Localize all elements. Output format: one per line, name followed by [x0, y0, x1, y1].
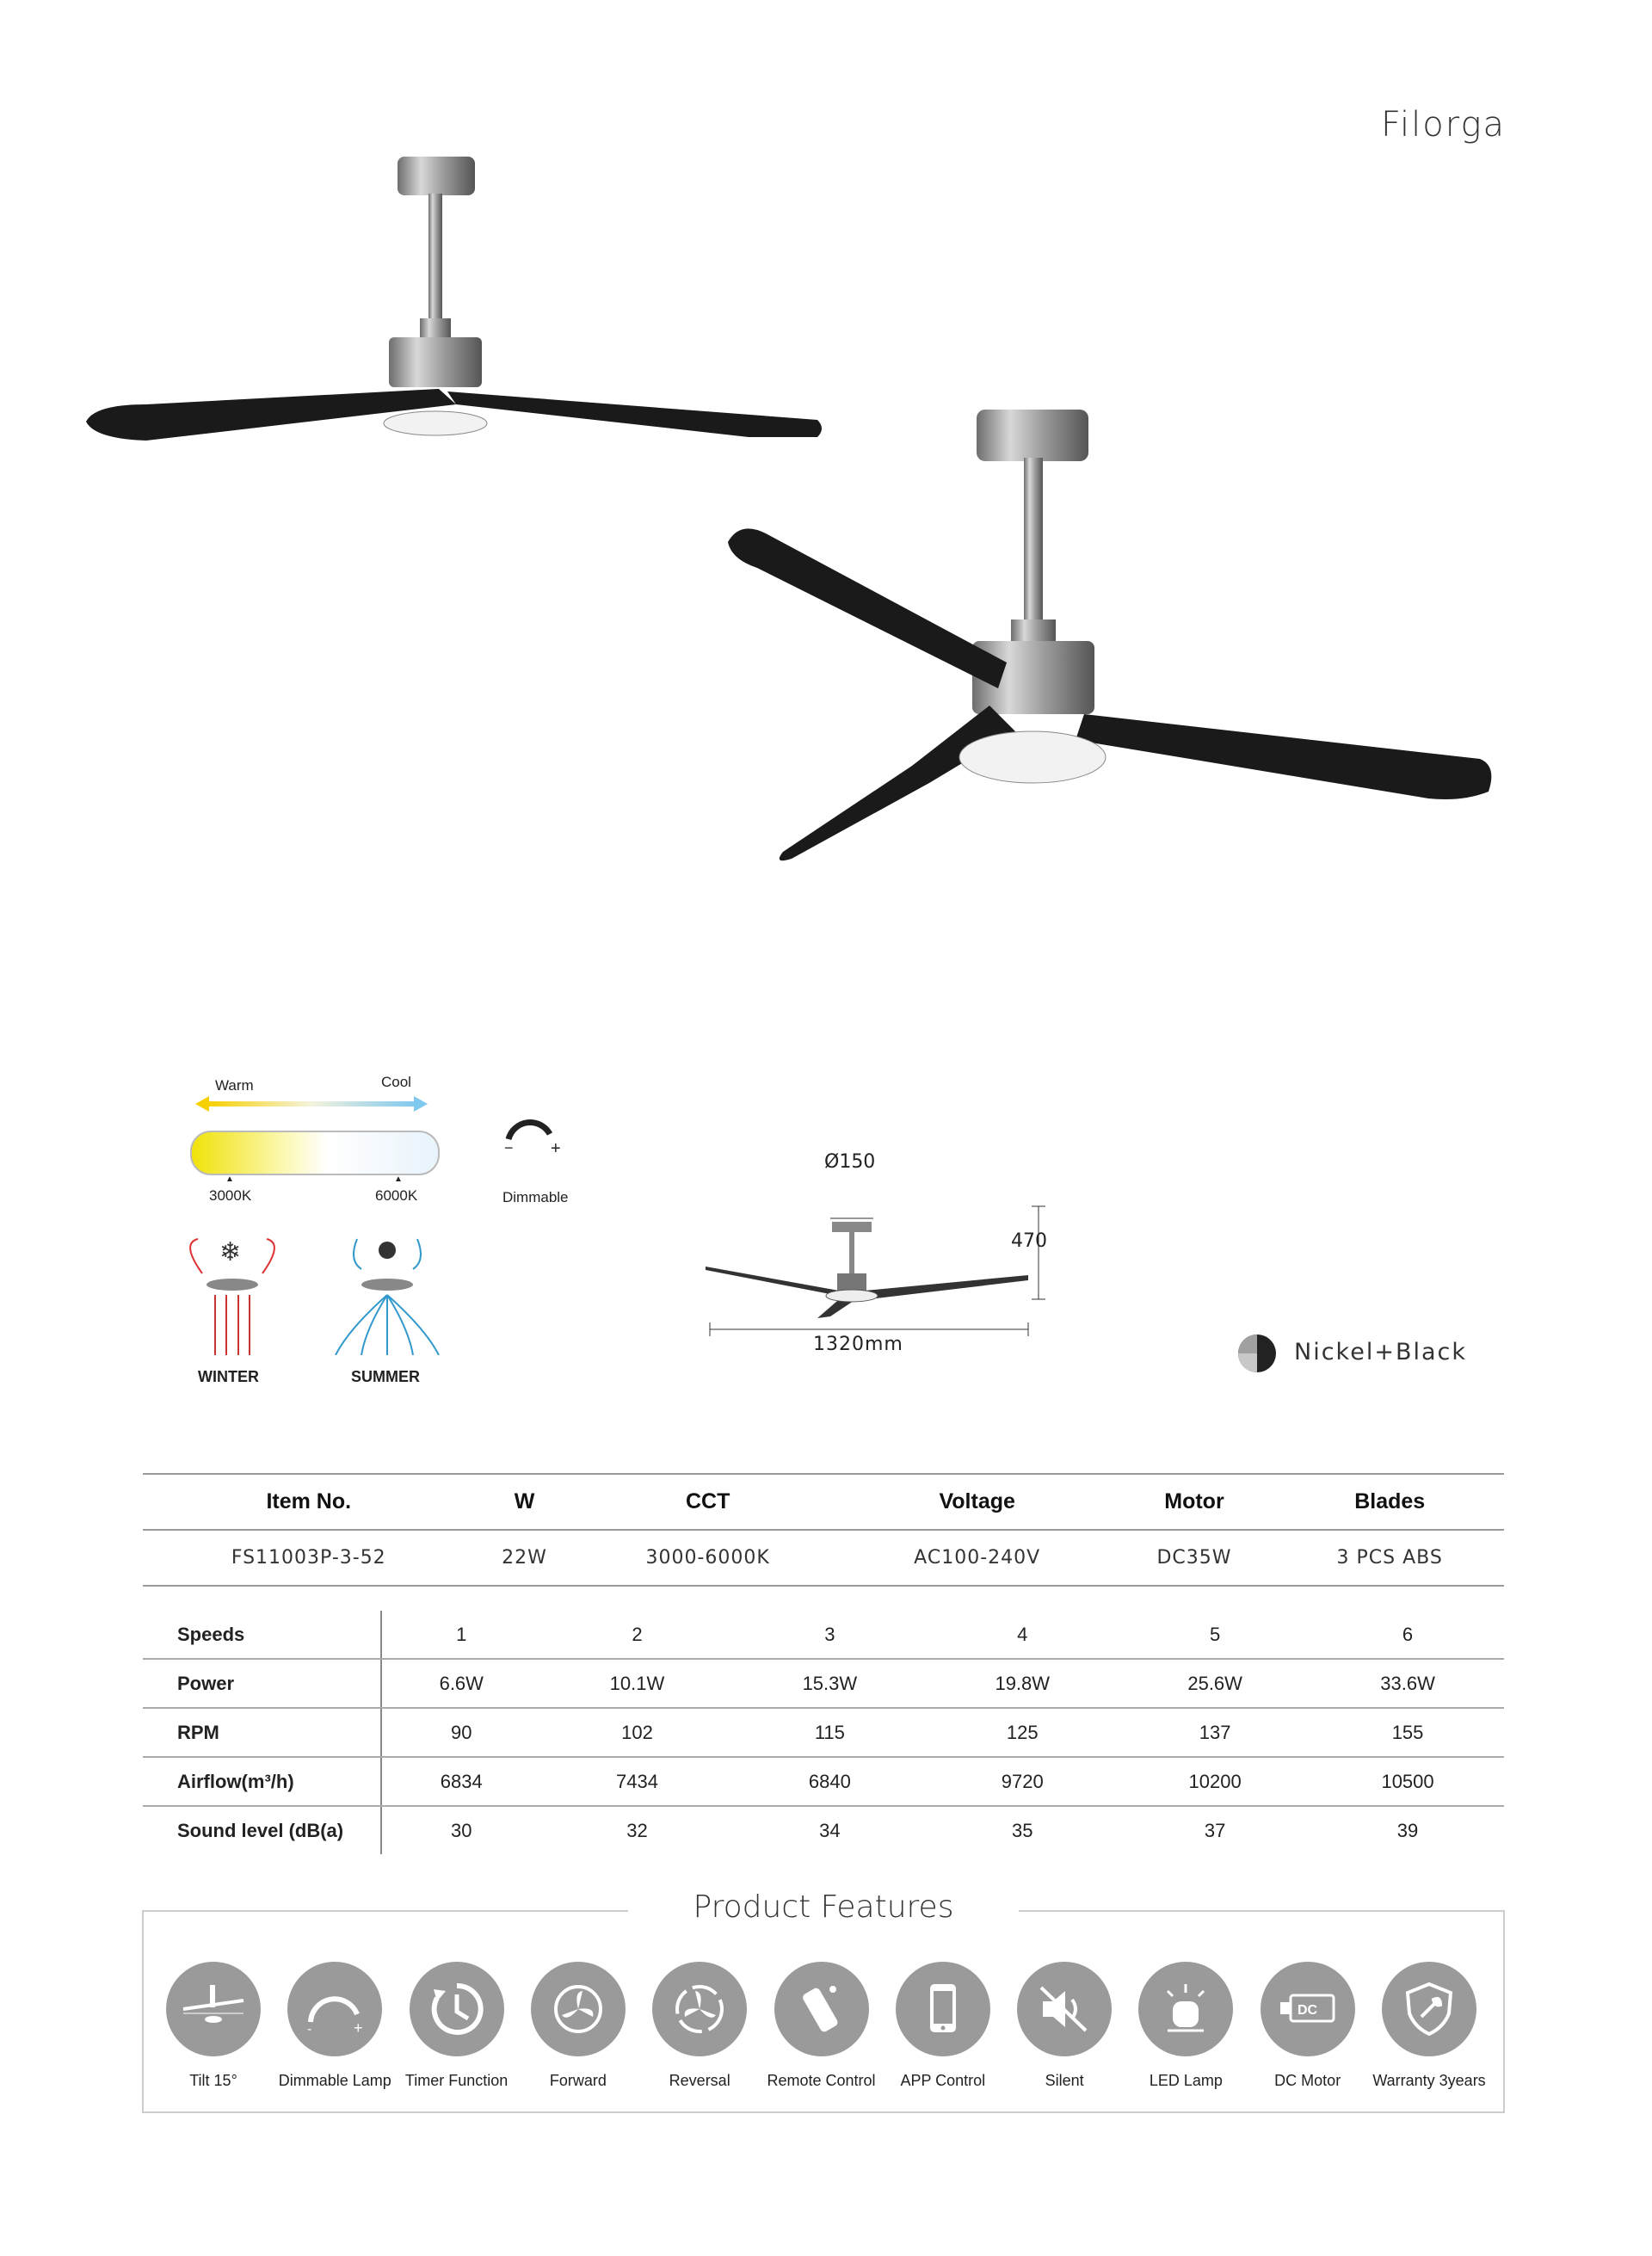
- forward-icon: [531, 1962, 626, 2056]
- speed-row: [143, 1806, 1504, 1854]
- feature-label: Tilt 15°: [189, 2072, 237, 2089]
- svg-text:DC: DC: [1297, 2003, 1317, 2018]
- cct-slider: [190, 1131, 440, 1175]
- feature-item: [639, 1962, 760, 2090]
- speed-table: [143, 1611, 1504, 1854]
- speed-cell: 37: [1204, 1819, 1226, 1841]
- svg-text:❄: ❄: [219, 1238, 242, 1267]
- height-label: 470: [1011, 1230, 1047, 1252]
- svg-text:-: -: [307, 2022, 312, 2035]
- speed-row: [143, 1708, 1504, 1757]
- speed-cell: 3: [733, 1611, 926, 1659]
- speed-cell: 32: [626, 1819, 648, 1841]
- speed-row-label: Sound level (dB(a): [143, 1806, 381, 1854]
- remote-icon: [774, 1962, 869, 2056]
- spec-table: [143, 1473, 1504, 1587]
- feature-item: [1369, 1962, 1489, 2090]
- fan-photo-two-blade: [77, 146, 835, 456]
- speed-row-label: Power: [143, 1659, 381, 1708]
- feature-item: [1125, 1962, 1246, 2090]
- timer-icon: [410, 1962, 504, 2056]
- minus-label: −: [504, 1139, 514, 1156]
- feature-item: [1248, 1962, 1368, 2090]
- speed-row: [143, 1659, 1504, 1708]
- feature-label: DC Motor: [1274, 2072, 1341, 2089]
- feature-label: Timer Function: [404, 2072, 509, 2089]
- span-label: 1320mm: [813, 1334, 903, 1355]
- warm-label: Warm: [215, 1077, 254, 1094]
- speed-cell: 19.8W: [926, 1659, 1119, 1708]
- summer-label: SUMMER: [351, 1368, 420, 1385]
- svg-text:+: +: [354, 2019, 363, 2035]
- speed-cell: 9720: [926, 1757, 1119, 1806]
- feature-label: Reversal: [669, 2072, 730, 2089]
- feature-label: Remote Control: [767, 2072, 876, 2089]
- plus-label: +: [551, 1139, 561, 1158]
- speed-cell: 1: [381, 1611, 541, 1659]
- finish-label: Nickel+Black: [1294, 1339, 1468, 1365]
- speed-cell: 35: [1012, 1819, 1033, 1841]
- speed-cell: 10200: [1119, 1757, 1311, 1806]
- spec-header: Voltage: [939, 1489, 1015, 1513]
- speed-cell: 6840: [733, 1757, 926, 1806]
- speed-cell: 2: [541, 1611, 734, 1659]
- cct-low-label: 3000K: [209, 1187, 252, 1204]
- dimmable-label: Dimmable: [502, 1189, 569, 1205]
- finish-swatch-icon: [1237, 1334, 1277, 1373]
- feature-label: Silent: [1045, 2072, 1084, 2089]
- spec-header: Blades: [1354, 1489, 1426, 1513]
- cct-widget: [185, 1074, 443, 1215]
- feature-item: [153, 1962, 274, 2090]
- speed-cell: 10.1W: [541, 1659, 734, 1708]
- speed-cell: 6: [1311, 1611, 1504, 1659]
- feature-label: LED Lamp: [1149, 2072, 1223, 2089]
- feature-item: [883, 1962, 1003, 2090]
- feature-label: Dimmable Lamp: [278, 2072, 391, 2089]
- warranty-icon: [1382, 1962, 1476, 2056]
- brand-title: Filorga: [1380, 105, 1506, 145]
- spec-cell: AC100-240V: [914, 1547, 1041, 1569]
- speed-cell: 102: [541, 1708, 734, 1757]
- winter-airflow-icon: [176, 1235, 288, 1355]
- speed-cell: 125: [926, 1708, 1119, 1757]
- led-icon: [1138, 1962, 1233, 2056]
- speed-cell: 155: [1311, 1708, 1504, 1757]
- silent-icon: [1017, 1962, 1112, 2056]
- speed-cell: 15.3W: [733, 1659, 926, 1708]
- cool-label: Cool: [381, 1074, 411, 1090]
- summer-airflow-icon: [331, 1235, 443, 1355]
- spec-header: Motor: [1164, 1489, 1224, 1513]
- speed-cell: 5: [1119, 1611, 1311, 1659]
- fan-photo-three-blade: [723, 404, 1514, 886]
- spec-cell: DC35W: [1156, 1547, 1232, 1569]
- speed-row-label: Speeds: [143, 1611, 381, 1659]
- marker-icon: ▲: [394, 1174, 403, 1184]
- spec-cell: FS11003P-3-52: [231, 1547, 386, 1569]
- feature-item: [761, 1962, 882, 2090]
- feature-label: Forward: [549, 2072, 607, 2089]
- feature-item: [518, 1962, 638, 2090]
- feature-item: [397, 1962, 517, 2090]
- phone-icon: [896, 1962, 990, 2056]
- dimmable-icon: [287, 1962, 382, 2056]
- speed-cell: 34: [819, 1819, 841, 1841]
- feature-item: [1004, 1962, 1125, 2090]
- winter-label: WINTER: [198, 1368, 259, 1385]
- speed-cell: 7434: [541, 1757, 734, 1806]
- speed-cell: 4: [926, 1611, 1119, 1659]
- dimmable-widget: [499, 1110, 585, 1205]
- cct-high-label: 6000K: [375, 1187, 418, 1204]
- speed-cell: 30: [451, 1819, 472, 1841]
- dc-motor-icon: [1261, 1962, 1355, 2056]
- speed-row: [143, 1611, 1504, 1659]
- speed-cell: 33.6W: [1311, 1659, 1504, 1708]
- speed-cell: 137: [1119, 1708, 1311, 1757]
- marker-icon: ▲: [225, 1174, 234, 1184]
- speed-cell: 10500: [1311, 1757, 1504, 1806]
- speed-cell: 90: [381, 1708, 541, 1757]
- features-title: Product Features: [628, 1889, 1019, 1932]
- speed-cell: 115: [733, 1708, 926, 1757]
- spec-cell: 22W: [502, 1547, 547, 1569]
- spec-header: Item No.: [266, 1489, 352, 1513]
- diameter-label: Ø150: [824, 1151, 876, 1173]
- feature-label: APP Control: [900, 2072, 986, 2089]
- speed-row-label: RPM: [143, 1708, 381, 1757]
- feature-item: [274, 1962, 395, 2090]
- speed-row-label: Airflow(m³/h): [143, 1757, 381, 1806]
- tilt-icon: [166, 1962, 261, 2056]
- speed-cell: 25.6W: [1119, 1659, 1311, 1708]
- spec-header: W: [514, 1489, 535, 1513]
- spec-cell: 3000-6000K: [645, 1547, 770, 1569]
- speed-row: [143, 1757, 1504, 1806]
- reversal-icon: [652, 1962, 747, 2056]
- cct-arrow-icon: [195, 1096, 428, 1113]
- speed-cell: 6834: [381, 1757, 541, 1806]
- speed-cell: 39: [1396, 1819, 1419, 1841]
- feature-label: Warranty 3years: [1372, 2072, 1486, 2089]
- spec-cell: 3 PCS ABS: [1336, 1547, 1443, 1569]
- speed-cell: 6.6W: [381, 1659, 541, 1708]
- spec-header: CCT: [685, 1489, 730, 1513]
